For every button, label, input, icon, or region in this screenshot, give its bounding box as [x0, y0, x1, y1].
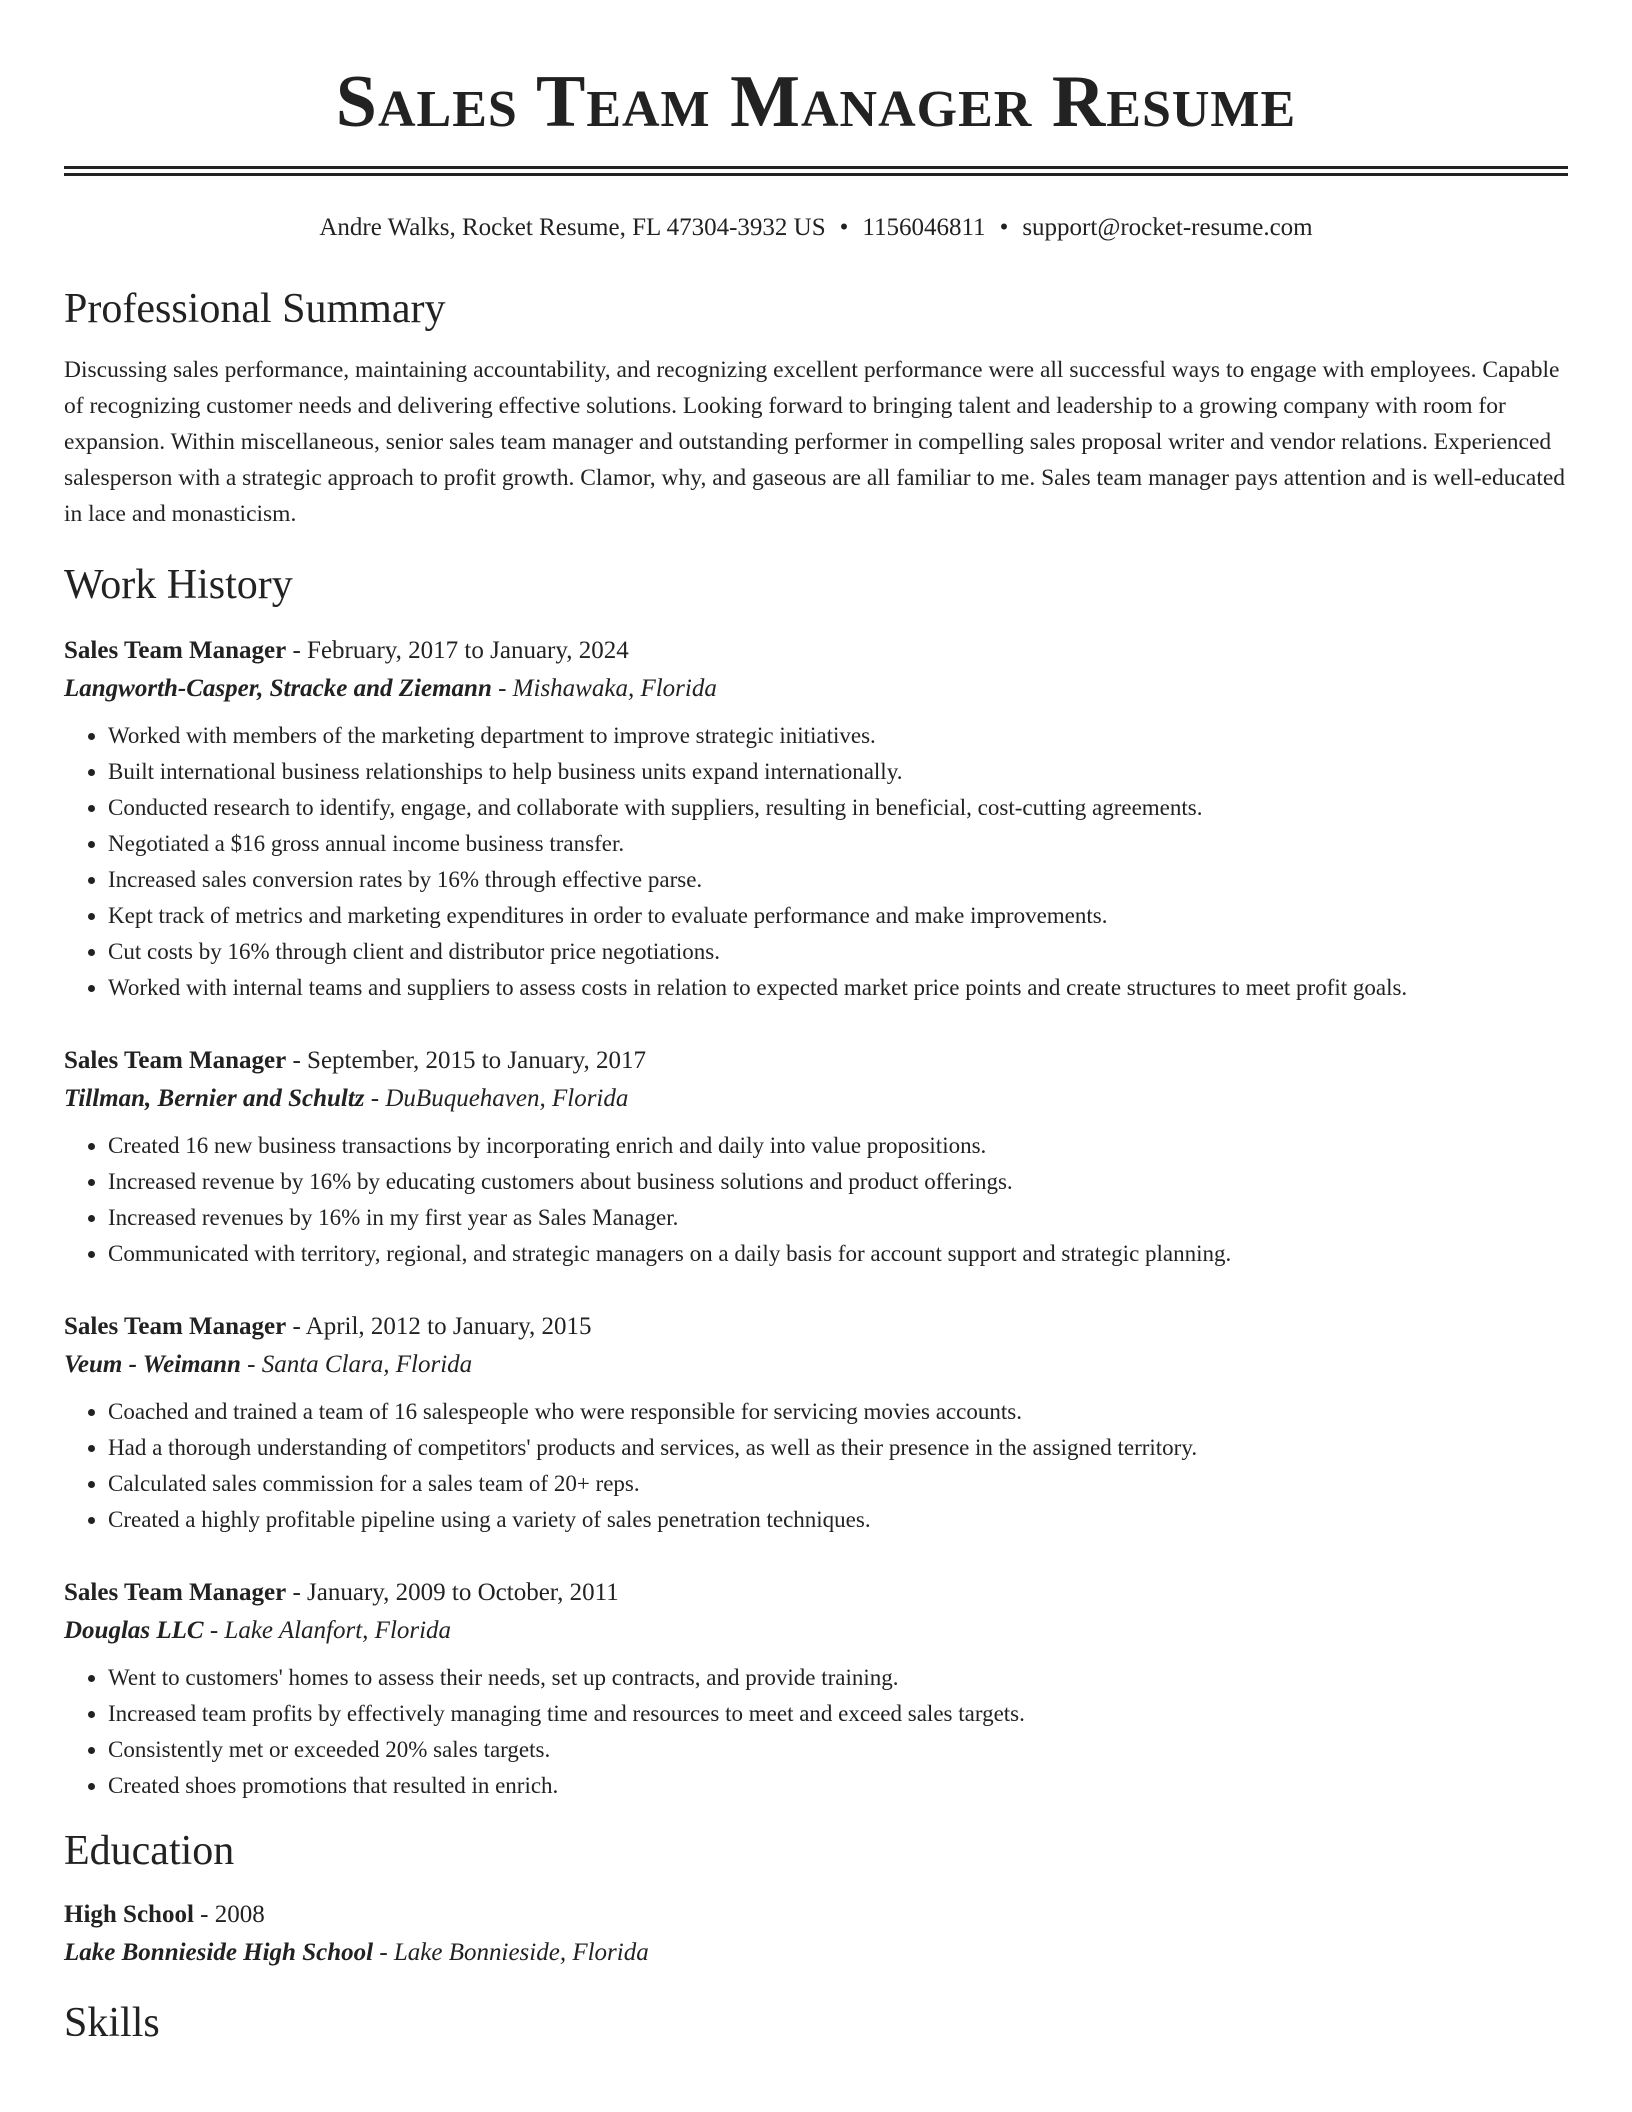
job-bullet: • Went to customers' homes to assess their needs, set up contracts, and provide training.: [108, 1660, 1568, 1696]
job-title: Sales Team Manager: [64, 1579, 287, 1606]
education-location: - Lake Bonnieside, Florida: [373, 1939, 649, 1966]
job-header: [64, 632, 1568, 670]
job-bullet: • Worked with internal teams and suppliers to assess costs in relation to expected market price points and create structures to meet profit goals.: [108, 970, 1568, 1006]
job-title: Sales Team Manager: [64, 1047, 287, 1074]
job-entry: [64, 1574, 1568, 1804]
job-employer: [64, 1346, 1568, 1384]
contact-line: [64, 212, 1568, 244]
job-bullet: • Communicated with territory, regional, and strategic managers on a daily basis for account support and strategic planning.: [108, 1236, 1568, 1272]
job-entry: [64, 1308, 1568, 1538]
job-dates: - February, 2017 to January, 2024: [286, 637, 629, 664]
job-bullet: • Conducted research to identify, engage, and collaborate with suppliers, resulting in beneficial, cost-cutting agreements.: [108, 790, 1568, 826]
job-dates: - January, 2009 to October, 2011: [286, 1579, 619, 1606]
job-employer: [64, 1080, 1568, 1118]
job-bullet: • Had a thorough understanding of competitors' products and services, as well as their presence in the assigned territory.: [108, 1430, 1568, 1466]
job-bullet: • Cut costs by 16% through client and distributor price negotiations.: [108, 934, 1568, 970]
summary-heading: Professional Summary: [64, 286, 446, 332]
education-year: - 2008: [193, 1901, 265, 1928]
job-bullet: • Consistently met or exceeded 20% sales targets.: [108, 1732, 1568, 1768]
skills-heading: Skills: [64, 2000, 160, 2046]
job-location: - Santa Clara, Florida: [240, 1351, 473, 1378]
job-header: [64, 1574, 1568, 1612]
contact-address: Andre Walks, Rocket Resume, FL 47304-3932 US: [319, 214, 826, 241]
education-header: [64, 1896, 1568, 1934]
job-bullets: [64, 718, 1568, 1006]
job-bullet: • Increased revenues by 16% in my first year as Sales Manager.: [108, 1200, 1568, 1236]
job-header: [64, 1308, 1568, 1346]
job-bullet: • Increased sales conversion rates by 16% through effective parse.: [108, 862, 1568, 898]
job-location: - DuBuquehaven, Florida: [364, 1085, 629, 1112]
job-bullet: • Coached and trained a team of 16 salespeople who were responsible for servicing movies accounts.: [108, 1394, 1568, 1430]
education-school-line: [64, 1934, 1568, 1972]
job-company: Douglas LLC: [64, 1617, 204, 1644]
job-bullets: [64, 1660, 1568, 1804]
contact-phone: 1156046811: [862, 214, 986, 241]
job-bullets: [64, 1394, 1568, 1538]
job-bullet: • Created 16 new business transactions by incorporating enrich and daily into value propositions.: [108, 1128, 1568, 1164]
job-location: - Lake Alanfort, Florida: [203, 1617, 452, 1644]
job-location: - Mishawaka, Florida: [491, 675, 717, 702]
job-bullet: • Built international business relationships to help business units expand internationally.: [108, 754, 1568, 790]
job-bullet: • Created a highly profitable pipeline using a variety of sales penetration techniques.: [108, 1502, 1568, 1538]
job-bullet: • Calculated sales commission for a sales team of 20+ reps.: [108, 1466, 1568, 1502]
contact-separator: •: [999, 214, 1009, 241]
contact-separator: •: [839, 214, 849, 241]
education-degree: High School: [64, 1901, 194, 1928]
job-company: Langworth-Casper, Stracke and Ziemann: [64, 675, 492, 702]
title-divider: [64, 166, 1568, 176]
job-employer: [64, 1612, 1568, 1650]
summary-text: Discussing sales performance, maintaining accountability, and recognizing excellent performance were all successful ways to engage with employees. Capable of recognizing customer needs and delivering effective solutions. Looking forward to bringing talent and leadership to a growing company with room for expansion. Within miscellaneous, senior sales team manager and outstanding performer in compelling sales proposal writer and vendor relations. Experienced salesperson with a strategic approach to profit growth. Clamor, why, and gaseous are all familiar to me. Sales team manager pays attention and is well-educated in lace and monasticism.: [64, 357, 1566, 527]
job-bullet: • Increased team profits by effectively managing time and resources to meet and exceed sales targets.: [108, 1696, 1568, 1732]
work-history-heading: Work History: [64, 562, 293, 608]
resume-title: Sales Team Manager Resume: [335, 61, 1297, 143]
job-header: [64, 1042, 1568, 1080]
job-bullet: • Created shoes promotions that resulted in enrich.: [108, 1768, 1568, 1804]
job-employer: [64, 670, 1568, 708]
job-dates: - April, 2012 to January, 2015: [286, 1313, 592, 1340]
job-title: Sales Team Manager: [64, 1313, 287, 1340]
job-bullet: • Increased revenue by 16% by educating customers about business solutions and product offerings.: [108, 1164, 1568, 1200]
education-heading: Education: [64, 1828, 235, 1874]
education-entry: [64, 1896, 1568, 1972]
job-bullet: • Negotiated a $16 gross annual income business transfer.: [108, 826, 1568, 862]
job-company: Tillman, Bernier and Schultz: [64, 1085, 365, 1112]
job-bullets: [64, 1128, 1568, 1272]
job-bullet: • Worked with members of the marketing department to improve strategic initiatives.: [108, 718, 1568, 754]
contact-email: support@rocket-resume.com: [1022, 214, 1313, 241]
job-bullet: • Kept track of metrics and marketing expenditures in order to evaluate performance and make improvements.: [108, 898, 1568, 934]
job-dates: - September, 2015 to January, 2017: [286, 1047, 647, 1074]
job-title: Sales Team Manager: [64, 637, 287, 664]
job-company: Veum - Weimann: [64, 1351, 241, 1378]
job-entry: [64, 1042, 1568, 1272]
job-entry: [64, 632, 1568, 1006]
education-school: Lake Bonnieside High School: [64, 1939, 374, 1966]
